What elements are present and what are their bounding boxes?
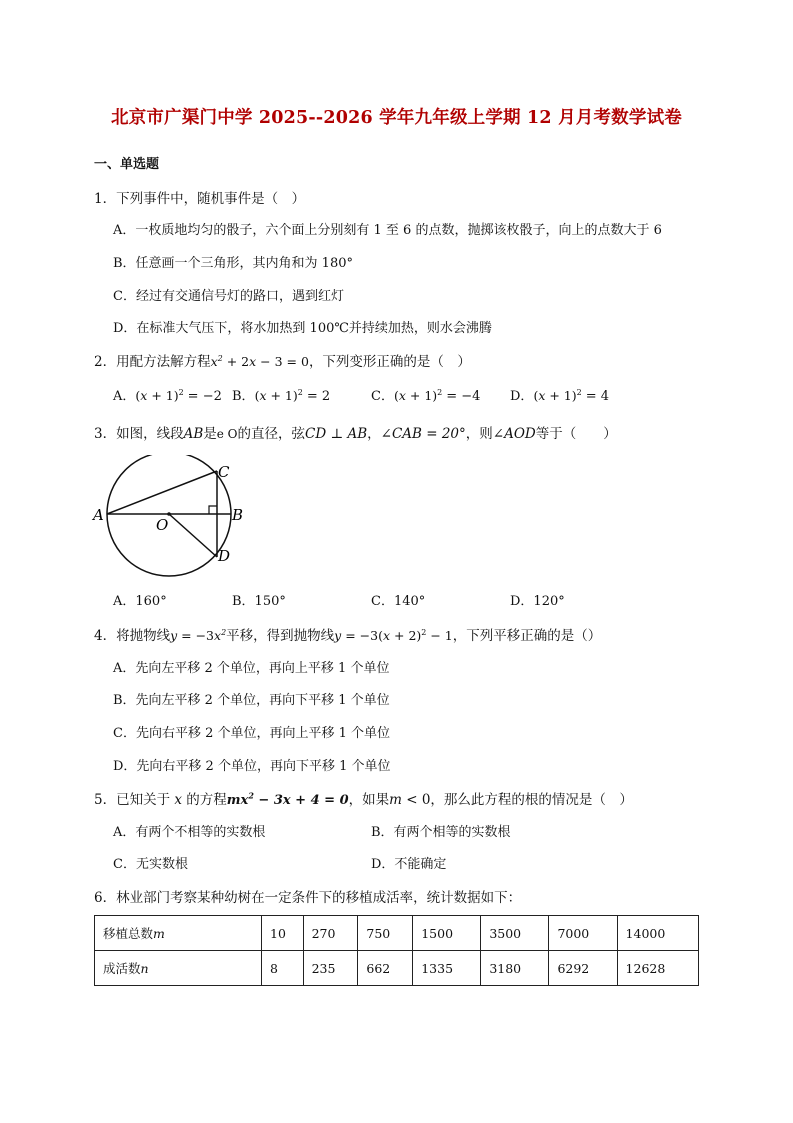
q6-stem: 6．林业部门考察某种幼树在一定条件下的移植成活率，统计数据如下： [94,890,522,906]
q3-circle-figure [90,455,260,585]
q5-option-d: D．不能确定 [371,857,447,872]
q3-option-a: A．160° [113,594,167,609]
q1-stem: 1．下列事件中，随机事件是（ ） [94,191,306,207]
q2-option-a: A．$(x + 1)^2 = -2$ [113,387,222,404]
label-d: D [218,547,231,565]
table-cell: 750 [358,916,413,951]
page-title: 北京市广渠门中学 2025--2026 学年九年级上学期 12 月月考数学试卷 [111,108,682,128]
q1-option-b: B．任意画一个三角形，其内角和为 180° [113,256,353,271]
q5-option-b: B．有两个相等的实数根 [371,825,511,840]
q1-option-c: C．经过有交通信号灯的路口，遇到红灯 [113,289,344,304]
table-cell: 3180 [481,951,549,986]
table-cell: 14000 [617,916,698,951]
q2-option-c: C．$(x + 1)^2 = -4$ [371,387,481,404]
table-row [95,951,699,986]
table-cell: 270 [303,916,358,951]
label-a: A [93,506,104,524]
q1-option-a: A．一枚质地均匀的骰子，六个面上分别刻有 1 至 6 的点数，抛掷该枚骰子，向上的点数大于 6 [113,223,662,238]
q3-option-d: D．120° [510,594,565,609]
q3-stem: 3．如图，线段AB是e O的直径，弦CD ⊥ AB，∠CAB = 20°，则∠AOD等于（ ） [94,426,617,442]
table-cell: 3500 [481,916,549,951]
q4-option-b: B．先向左平移 2 个单位，再向下平移 1 个单位 [113,693,390,708]
q2-option-d: D．$(x + 1)^2 = 4$ [510,387,610,404]
q4-option-c: C．先向右平移 2 个单位，再向上平移 1 个单位 [113,726,391,741]
table-cell: 7000 [549,916,617,951]
table-cell: 662 [358,951,413,986]
table-cell: 10 [262,916,304,951]
row-header-n: 成活数n [95,951,262,986]
q2-equation: $x^2 + 2x - 3 = 0$ [210,353,309,369]
q2-stem: 2．用配方法解方程$x^2 + 2x - 3 = 0$，下列变形正确的是（ ） [94,353,471,370]
table-cell: 1500 [413,916,481,951]
q1-option-d: D．在标准大气压下，将水加热到 100℃并持续加热，则水会沸腾 [113,321,492,336]
label-c: C [218,463,230,481]
row-header-m: 移植总数m [95,916,262,951]
section-heading: 一、单选题 [94,157,160,172]
q5-option-a: A．有两个不相等的实数根 [113,825,266,840]
q3-option-b: B．150° [232,594,286,609]
table-cell: 12628 [617,951,698,986]
q4-option-a: A．先向左平移 2 个单位，再向上平移 1 个单位 [113,661,390,676]
segment-ac [107,471,217,514]
q2-option-b: B．$(x + 1)^2 = 2$ [232,387,331,404]
q4-option-d: D．先向右平移 2 个单位，再向下平移 1 个单位 [113,759,391,774]
q5-option-c: C．无实数根 [113,857,188,872]
table-cell: 1335 [413,951,481,986]
table-cell: 6292 [549,951,617,986]
survival-rate-table [94,915,699,986]
q5-stem: 5．已知关于 x 的方程$mx^2 - 3x + 4 = 0$，如果m < 0，那么此方程的根的情况是（ ） [94,790,633,808]
right-angle-mark [209,506,217,514]
q4-stem: 4．将抛物线$y = -3x^2$平移，得到抛物线$y = -3(x + 2)^2 - 1$，下列平移正确的是（） [94,627,602,644]
table-row [95,916,699,951]
table-cell: 8 [262,951,304,986]
q3-option-c: C．140° [371,594,426,609]
segment-od [169,514,217,557]
label-o: O [156,516,169,534]
label-b: B [232,506,244,524]
table-cell: 235 [303,951,358,986]
